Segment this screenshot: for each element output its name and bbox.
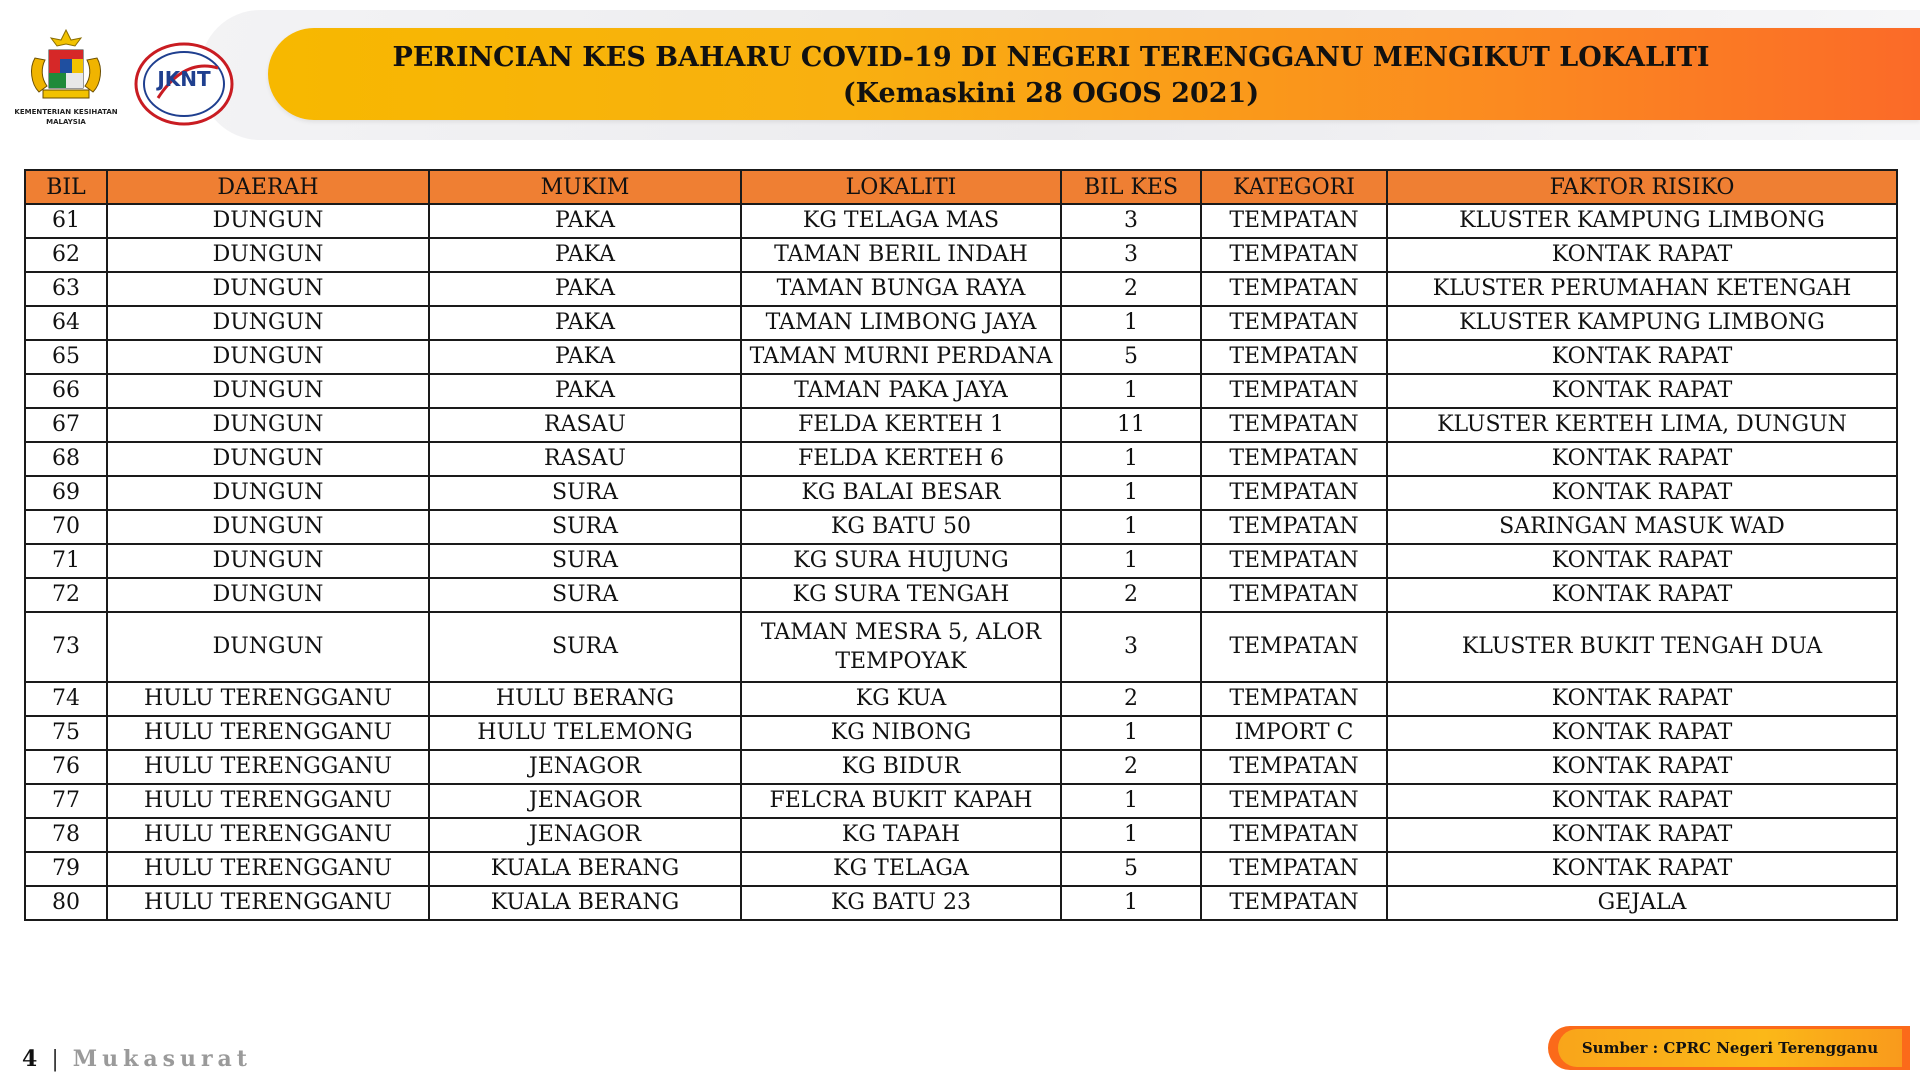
cell-daerah: DUNGUN: [107, 578, 429, 612]
cell-lokaliti: TAMAN BERIL INDAH: [741, 238, 1061, 272]
cell-daerah: DUNGUN: [107, 612, 429, 682]
cell-lokaliti: KG BATU 50: [741, 510, 1061, 544]
cell-lokaliti: KG TAPAH: [741, 818, 1061, 852]
cell-daerah: HULU TERENGGANU: [107, 818, 429, 852]
table-row: [25, 476, 1897, 510]
cell-mukim: PAKA: [429, 204, 741, 238]
table-row: [25, 340, 1897, 374]
cell-bil-kes: 3: [1061, 238, 1201, 272]
cell-bil: 64: [25, 306, 107, 340]
cell-bil: 77: [25, 784, 107, 818]
cell-lokaliti: TAMAN PAKA JAYA: [741, 374, 1061, 408]
page-label: Mukasurat: [72, 1046, 252, 1072]
cell-bil-kes: 3: [1061, 204, 1201, 238]
footer-separator: |: [51, 1046, 59, 1072]
cell-mukim: RASAU: [429, 442, 741, 476]
table-row: [25, 272, 1897, 306]
cell-faktor-risiko: KONTAK RAPAT: [1387, 682, 1897, 716]
table-row: [25, 204, 1897, 238]
cell-bil: 73: [25, 612, 107, 682]
cell-daerah: DUNGUN: [107, 238, 429, 272]
cell-daerah: DUNGUN: [107, 306, 429, 340]
table-row: [25, 852, 1897, 886]
cell-kategori: TEMPATAN: [1201, 306, 1387, 340]
cell-faktor-risiko: KONTAK RAPAT: [1387, 784, 1897, 818]
coat-of-arms-icon: [21, 28, 111, 106]
cell-bil-kes: 2: [1061, 578, 1201, 612]
table-row: [25, 612, 1897, 682]
cell-bil: 65: [25, 340, 107, 374]
cell-bil: 66: [25, 374, 107, 408]
cell-bil-kes: 5: [1061, 340, 1201, 374]
cell-lokaliti: TAMAN MESRA 5, ALOR TEMPOYAK: [741, 612, 1061, 682]
cell-kategori: TEMPATAN: [1201, 204, 1387, 238]
cell-daerah: DUNGUN: [107, 340, 429, 374]
cell-kategori: TEMPATAN: [1201, 682, 1387, 716]
cell-mukim: SURA: [429, 476, 741, 510]
column-header-lokaliti: LOKALITI: [741, 170, 1061, 204]
cell-faktor-risiko: KONTAK RAPAT: [1387, 238, 1897, 272]
table-row: [25, 750, 1897, 784]
cell-faktor-risiko: GEJALA: [1387, 886, 1897, 920]
cell-faktor-risiko: KONTAK RAPAT: [1387, 442, 1897, 476]
cell-bil-kes: 2: [1061, 750, 1201, 784]
cell-lokaliti: FELCRA BUKIT KAPAH: [741, 784, 1061, 818]
cell-daerah: DUNGUN: [107, 476, 429, 510]
cell-faktor-risiko: KLUSTER BUKIT TENGAH DUA: [1387, 612, 1897, 682]
column-header-bil: BIL: [25, 170, 107, 204]
cell-bil: 69: [25, 476, 107, 510]
cell-bil-kes: 2: [1061, 272, 1201, 306]
page-footer: [22, 1046, 252, 1072]
table-row: [25, 306, 1897, 340]
cell-faktor-risiko: KONTAK RAPAT: [1387, 818, 1897, 852]
cell-mukim: KUALA BERANG: [429, 852, 741, 886]
table-row: [25, 442, 1897, 476]
cell-bil: 61: [25, 204, 107, 238]
cell-mukim: PAKA: [429, 306, 741, 340]
cell-bil-kes: 1: [1061, 544, 1201, 578]
cell-daerah: DUNGUN: [107, 374, 429, 408]
cell-bil: 67: [25, 408, 107, 442]
cell-bil: 62: [25, 238, 107, 272]
header-logos: [14, 28, 240, 128]
cell-daerah: HULU TERENGGANU: [107, 750, 429, 784]
cell-daerah: HULU TERENGGANU: [107, 682, 429, 716]
cell-faktor-risiko: KLUSTER KAMPUNG LIMBONG: [1387, 306, 1897, 340]
table-row: [25, 578, 1897, 612]
cell-kategori: TEMPATAN: [1201, 612, 1387, 682]
cell-bil-kes: 2: [1061, 682, 1201, 716]
cell-kategori: TEMPATAN: [1201, 886, 1387, 920]
table-row: [25, 238, 1897, 272]
table-row: [25, 510, 1897, 544]
cell-faktor-risiko: KONTAK RAPAT: [1387, 716, 1897, 750]
title-line-1: PERINCIAN KES BAHARU COVID-19 DI NEGERI TERENGGANU MENGIKUT LOKALITI: [392, 42, 1710, 73]
cell-daerah: DUNGUN: [107, 204, 429, 238]
cell-mukim: PAKA: [429, 374, 741, 408]
cell-bil: 75: [25, 716, 107, 750]
cell-faktor-risiko: KONTAK RAPAT: [1387, 852, 1897, 886]
cell-kategori: TEMPATAN: [1201, 340, 1387, 374]
jknt-logo: [128, 28, 240, 140]
cell-bil: 74: [25, 682, 107, 716]
cell-mukim: SURA: [429, 612, 741, 682]
cell-faktor-risiko: KONTAK RAPAT: [1387, 476, 1897, 510]
cell-bil: 71: [25, 544, 107, 578]
cell-kategori: TEMPATAN: [1201, 750, 1387, 784]
cell-daerah: HULU TERENGGANU: [107, 716, 429, 750]
cell-mukim: JENAGOR: [429, 750, 741, 784]
cell-mukim: SURA: [429, 510, 741, 544]
table-row: [25, 682, 1897, 716]
cell-bil-kes: 1: [1061, 476, 1201, 510]
cell-kategori: TEMPATAN: [1201, 578, 1387, 612]
cell-bil-kes: 3: [1061, 612, 1201, 682]
cell-daerah: HULU TERENGGANU: [107, 852, 429, 886]
cell-bil-kes: 11: [1061, 408, 1201, 442]
cell-bil-kes: 1: [1061, 510, 1201, 544]
cell-bil-kes: 1: [1061, 306, 1201, 340]
cell-lokaliti: TAMAN MURNI PERDANA: [741, 340, 1061, 374]
cell-faktor-risiko: KONTAK RAPAT: [1387, 374, 1897, 408]
table-row: [25, 784, 1897, 818]
cell-mukim: JENAGOR: [429, 784, 741, 818]
source-badge: [1558, 1029, 1902, 1067]
cell-mukim: SURA: [429, 578, 741, 612]
cell-bil: 72: [25, 578, 107, 612]
cell-faktor-risiko: KONTAK RAPAT: [1387, 544, 1897, 578]
cell-bil-kes: 1: [1061, 818, 1201, 852]
table-row: [25, 408, 1897, 442]
jknt-logo-icon: [128, 28, 240, 140]
cell-lokaliti: KG TELAGA: [741, 852, 1061, 886]
cell-faktor-risiko: KONTAK RAPAT: [1387, 750, 1897, 784]
cell-mukim: HULU BERANG: [429, 682, 741, 716]
table-header-row: [25, 170, 1897, 204]
column-header-mukim: MUKIM: [429, 170, 741, 204]
cell-lokaliti: KG BATU 23: [741, 886, 1061, 920]
cell-bil-kes: 1: [1061, 716, 1201, 750]
cell-bil-kes: 1: [1061, 784, 1201, 818]
cell-bil: 63: [25, 272, 107, 306]
cell-bil-kes: 1: [1061, 886, 1201, 920]
table-row: [25, 374, 1897, 408]
cell-faktor-risiko: SARINGAN MASUK WAD: [1387, 510, 1897, 544]
cell-kategori: TEMPATAN: [1201, 272, 1387, 306]
table-row: [25, 544, 1897, 578]
cell-kategori: TEMPATAN: [1201, 374, 1387, 408]
crest-caption-line2: MALAYSIA: [46, 118, 86, 126]
cell-bil-kes: 5: [1061, 852, 1201, 886]
cell-mukim: PAKA: [429, 238, 741, 272]
cell-faktor-risiko: KLUSTER KERTEH LIMA, DUNGUN: [1387, 408, 1897, 442]
cases-table: [24, 169, 1898, 921]
cell-bil: 70: [25, 510, 107, 544]
cell-kategori: TEMPATAN: [1201, 408, 1387, 442]
cell-kategori: TEMPATAN: [1201, 784, 1387, 818]
table-row: [25, 818, 1897, 852]
cell-lokaliti: KG BALAI BESAR: [741, 476, 1061, 510]
cell-daerah: DUNGUN: [107, 510, 429, 544]
table-body: [25, 204, 1897, 920]
cell-bil-kes: 1: [1061, 442, 1201, 476]
cell-kategori: TEMPATAN: [1201, 510, 1387, 544]
cell-bil-kes: 1: [1061, 374, 1201, 408]
column-header-kategori: KATEGORI: [1201, 170, 1387, 204]
cell-daerah: DUNGUN: [107, 272, 429, 306]
title-line-2: (Kemaskini 28 OGOS 2021): [842, 78, 1260, 109]
cell-bil: 78: [25, 818, 107, 852]
cell-bil: 68: [25, 442, 107, 476]
cell-faktor-risiko: KONTAK RAPAT: [1387, 340, 1897, 374]
cell-kategori: TEMPATAN: [1201, 852, 1387, 886]
cell-mukim: PAKA: [429, 340, 741, 374]
cell-kategori: TEMPATAN: [1201, 238, 1387, 272]
cell-lokaliti: KG TELAGA MAS: [741, 204, 1061, 238]
table-row: [25, 716, 1897, 750]
cell-bil: 79: [25, 852, 107, 886]
cell-faktor-risiko: KONTAK RAPAT: [1387, 578, 1897, 612]
cell-lokaliti: KG BIDUR: [741, 750, 1061, 784]
cell-daerah: DUNGUN: [107, 408, 429, 442]
cell-lokaliti: TAMAN LIMBONG JAYA: [741, 306, 1061, 340]
cell-bil: 80: [25, 886, 107, 920]
cell-lokaliti: TAMAN BUNGA RAYA: [741, 272, 1061, 306]
cell-daerah: DUNGUN: [107, 442, 429, 476]
cell-lokaliti: KG SURA HUJUNG: [741, 544, 1061, 578]
cell-mukim: SURA: [429, 544, 741, 578]
jknt-logo-text: JKNT: [157, 67, 211, 91]
cell-faktor-risiko: KLUSTER KAMPUNG LIMBONG: [1387, 204, 1897, 238]
cell-mukim: RASAU: [429, 408, 741, 442]
cell-faktor-risiko: KLUSTER PERUMAHAN KETENGAH: [1387, 272, 1897, 306]
cell-kategori: TEMPATAN: [1201, 442, 1387, 476]
cell-lokaliti: KG SURA TENGAH: [741, 578, 1061, 612]
cell-mukim: HULU TELEMONG: [429, 716, 741, 750]
cell-mukim: KUALA BERANG: [429, 886, 741, 920]
column-header-faktor-risiko: FAKTOR RISIKO: [1387, 170, 1897, 204]
cell-kategori: IMPORT C: [1201, 716, 1387, 750]
cell-lokaliti: FELDA KERTEH 6: [741, 442, 1061, 476]
cell-daerah: DUNGUN: [107, 544, 429, 578]
cell-lokaliti: KG NIBONG: [741, 716, 1061, 750]
cell-kategori: TEMPATAN: [1201, 544, 1387, 578]
crest-caption-line1: KEMENTERIAN KESIHATAN: [14, 108, 118, 116]
cell-mukim: JENAGOR: [429, 818, 741, 852]
cell-mukim: PAKA: [429, 272, 741, 306]
page-number: 4: [22, 1046, 38, 1072]
kkm-crest-logo: [14, 28, 118, 128]
cell-daerah: HULU TERENGGANU: [107, 784, 429, 818]
cell-kategori: TEMPATAN: [1201, 476, 1387, 510]
cell-kategori: TEMPATAN: [1201, 818, 1387, 852]
cases-table-container: [24, 169, 1896, 921]
source-text: Sumber : CPRC Negeri Terengganu: [1581, 1039, 1879, 1057]
column-header-bil-kes: BIL KES: [1061, 170, 1201, 204]
cell-bil: 76: [25, 750, 107, 784]
column-header-daerah: DAERAH: [107, 170, 429, 204]
cell-daerah: HULU TERENGGANU: [107, 886, 429, 920]
cell-lokaliti: KG KUA: [741, 682, 1061, 716]
cell-lokaliti: FELDA KERTEH 1: [741, 408, 1061, 442]
page-title: [268, 40, 1834, 112]
table-row: [25, 886, 1897, 920]
